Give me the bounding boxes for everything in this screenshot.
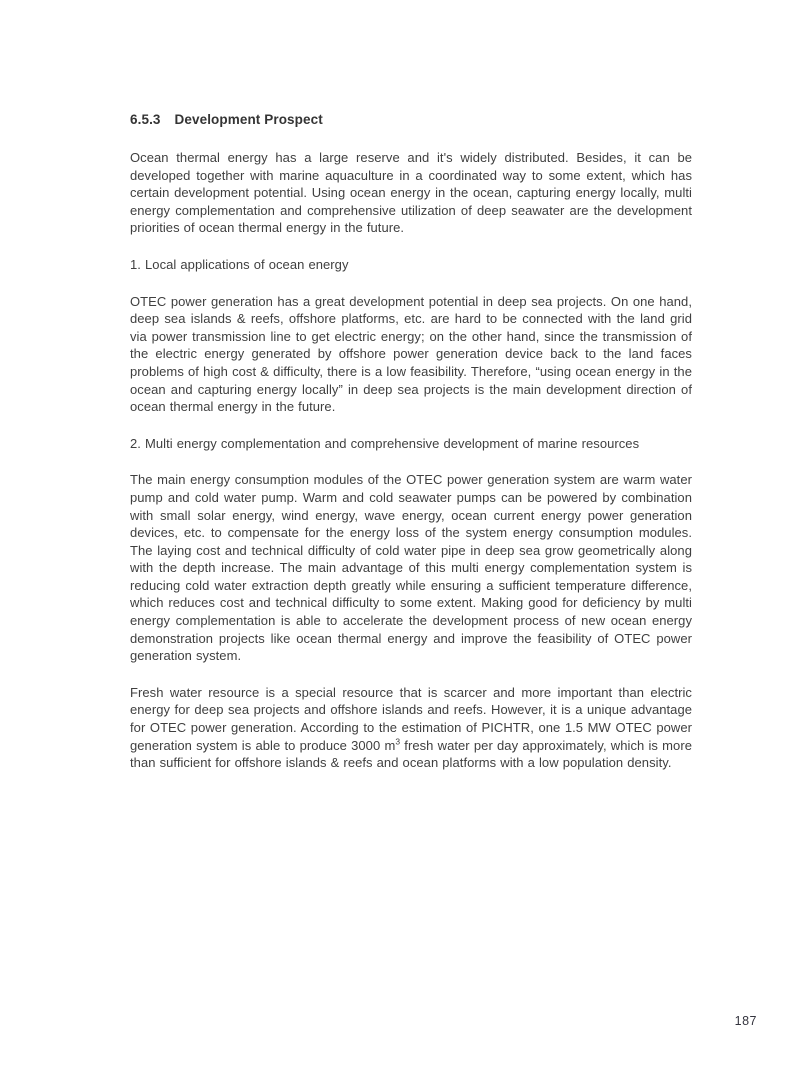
- fresh-water-text: Fresh water resource is a special resource that is scarcer and more important than electric energy for deep sea projects and offshore islands and reefs. However, it is a unique advantage for OTEC power generation. According to the estimation of PICHTR, one 1.5 MW OTEC power generation system is able to produce 3000 m: [130, 684, 692, 753]
- superscript-3: 3: [395, 736, 401, 747]
- paragraph-fresh-water: [130, 684, 692, 772]
- section-title: Development Prospect: [174, 112, 323, 127]
- paragraph-intro: Ocean thermal energy has a large reserve and it's widely distributed. Besides, it can be developed together with marine aquaculture in a coordinated way to some extent, which has certain development potential. Using ocean energy in the ocean, capturing energy locally, multi energy complementation and comprehensive utilization of deep seawater are the development priorities of ocean thermal energy in the future.: [130, 150, 692, 236]
- list-item-2-label: 2. Multi energy complementation and comprehensive development of marine resources: [130, 435, 640, 451]
- page-number: 187: [734, 1014, 757, 1028]
- paragraph-local-applications: OTEC power generation has a great development potential in deep sea projects. On one hand, deep sea islands & reefs, offshore platforms, etc. are hard to be connected with the land grid via power transmission line to get electric energy; on the other hand, since the transmission of the electric energy generated by offshore power generation device back to the land faces problems of high cost & difficulty, there is a low feasibility. Therefore, “using ocean energy in the ocean and capturing energy locally” in deep sea projects is the main development direction of ocean thermal energy in the future.: [130, 293, 692, 415]
- text-block: [130, 113, 692, 791]
- list-item-1-label: 1. Local applications of ocean energy: [130, 256, 349, 272]
- section-heading: [130, 113, 692, 127]
- section-number: 6.5.3: [130, 112, 161, 127]
- fresh-water-text-continued: fresh water per day approximately, which is more than sufficient for offshore islands & reefs and ocean platforms with a low population density.: [130, 737, 692, 771]
- paragraph-multi-energy: The main energy consumption modules of the OTEC power generation system are warm water pump and cold water pump. Warm and cold seawater pumps can be powered by combination with small solar energy, wind energy, wave energy, ocean current energy power generation devices, etc. to compensate for the energy loss of the system energy consumption modules. The laying cost and technical difficulty of cold water pipe in deep sea grow geometrically along with the depth increase. The main advantage of this multi energy complementation system is reducing cold water extraction depth greatly while ensuring a sufficient temperature difference, which reduces cost and technical difficulty to some extent. Making good for deficiency by multi energy complementation is able to accelerate the development process of new ocean energy demonstration projects like ocean thermal energy and improve the feasibility of OTEC power generation system.: [130, 472, 692, 664]
